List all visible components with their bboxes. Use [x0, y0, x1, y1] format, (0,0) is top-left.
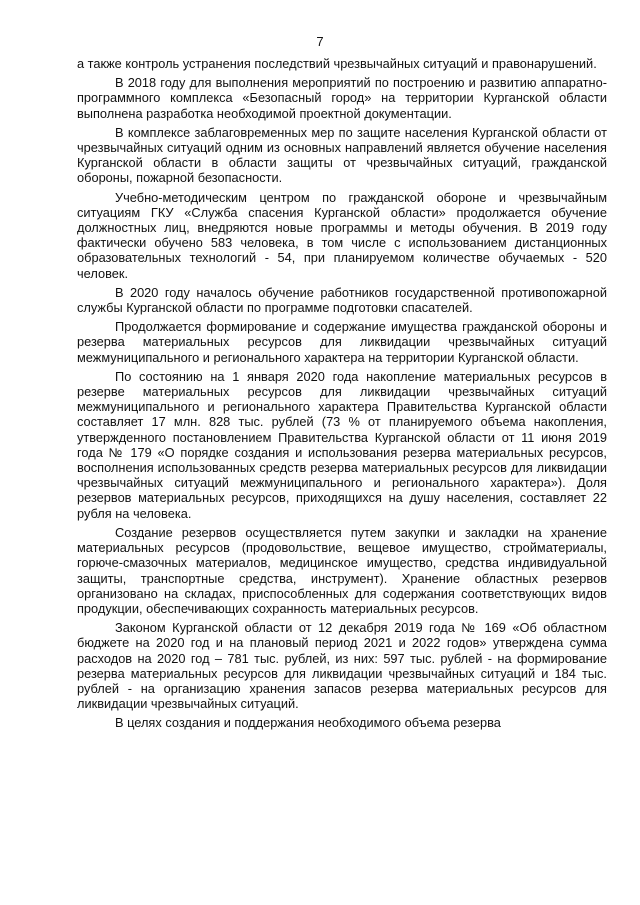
paragraph-10: В целях создания и поддержания необходимого объема резерва: [115, 715, 501, 731]
paragraph-8: Создание резервов осуществляется путем закупки и закладки на хранение материальных ресурсов (продовольствие, вещевое имущество, стройматериалы, горюче-смазочных материалов, медицинское имущество, средства индивидуальной защиты, транспортные средства, инструмент). Хранение областных резервов организовано на складах, приспособленных для содержания соответствующих видов продукции, обеспечивающих сохранность материальных ресурсов.: [77, 524, 607, 616]
paragraph-3: В комплексе заблаговременных мер по защите населения Курганской области от чрезвычайных ситуаций одним из основных направлений является обучение населения Курганской области в области защиты от чрезвычайных ситуаций, гражданской обороны, пожарной безопасности.: [77, 124, 607, 186]
paragraph-6: Продолжается формирование и содержание имущества гражданской обороны и резерва материальных ресурсов для ликвидации чрезвычайных ситуаций межмуниципального и регионального характера на территории Курганской области.: [77, 319, 607, 365]
paragraph-4: Учебно-методическим центром по гражданской обороне и чрезвычайным ситуациям ГКУ «Служба спасения Курганской области» продолжается обучение должностных лиц, внедряются новые программы и методы обучения. В 2019 году фактически обучено 583 человека, в том числе с использованием дистанционных образовательных технологий - 54, при планируемом количестве обучаемых - 520 человек.: [77, 189, 607, 281]
paragraph-7: По состоянию на 1 января 2020 года накопление материальных ресурсов в резерве материальных ресурсов для ликвидации чрезвычайных ситуаций межмуниципального и регионального характера Правительства Курганской области составляет 17 млн. 828 тыс. рублей (73 % от планируемого объема накопления, утвержденного постановлением Правительства Курганской области от 11 июня 2019 года № 179 «О порядке создания и использования резерва материальных ресурсов, восполнения использованных средств резерва материальных ресурсов для ликвидации чрезвычайных ситуаций межмуниципального и регионального характера»). Доля резервов материальных ресурсов, приходящихся на душу населения, составляет 22 рубля на человека.: [77, 368, 607, 521]
document-body: [77, 56, 607, 735]
paragraph-9: Законом Курганской области от 12 декабря 2019 года № 169 «Об областном бюджете на 2020 год и на плановый период 2021 и 2022 годов» утверждена сумма расходов на 2020 год – 781 тыс. рублей, из них: 597 тыс. рублей - на формирование резерва материальных ресурсов для ликвидации чрезвычайных ситуаций и 184 тыс. рублей - на организацию хранения запасов резерва материальных ресурсов для ликвидации чрезвычайных ситуаций.: [77, 620, 607, 712]
page-number: 7: [316, 34, 324, 49]
paragraph-5: В 2020 году началось обучение работников государственной противопожарной службы Курганской области по программе подготовки спасателей.: [77, 284, 607, 316]
paragraph-1: а также контроль устранения последствий чрезвычайных ситуаций и правонарушений.: [77, 56, 597, 71]
paragraph-2: В 2018 году для выполнения мероприятий по построению и развитию аппаратно-программного комплекса «Безопасный город» на территории Курганской области выполнена разработка необходимой проектной документации.: [77, 75, 607, 121]
